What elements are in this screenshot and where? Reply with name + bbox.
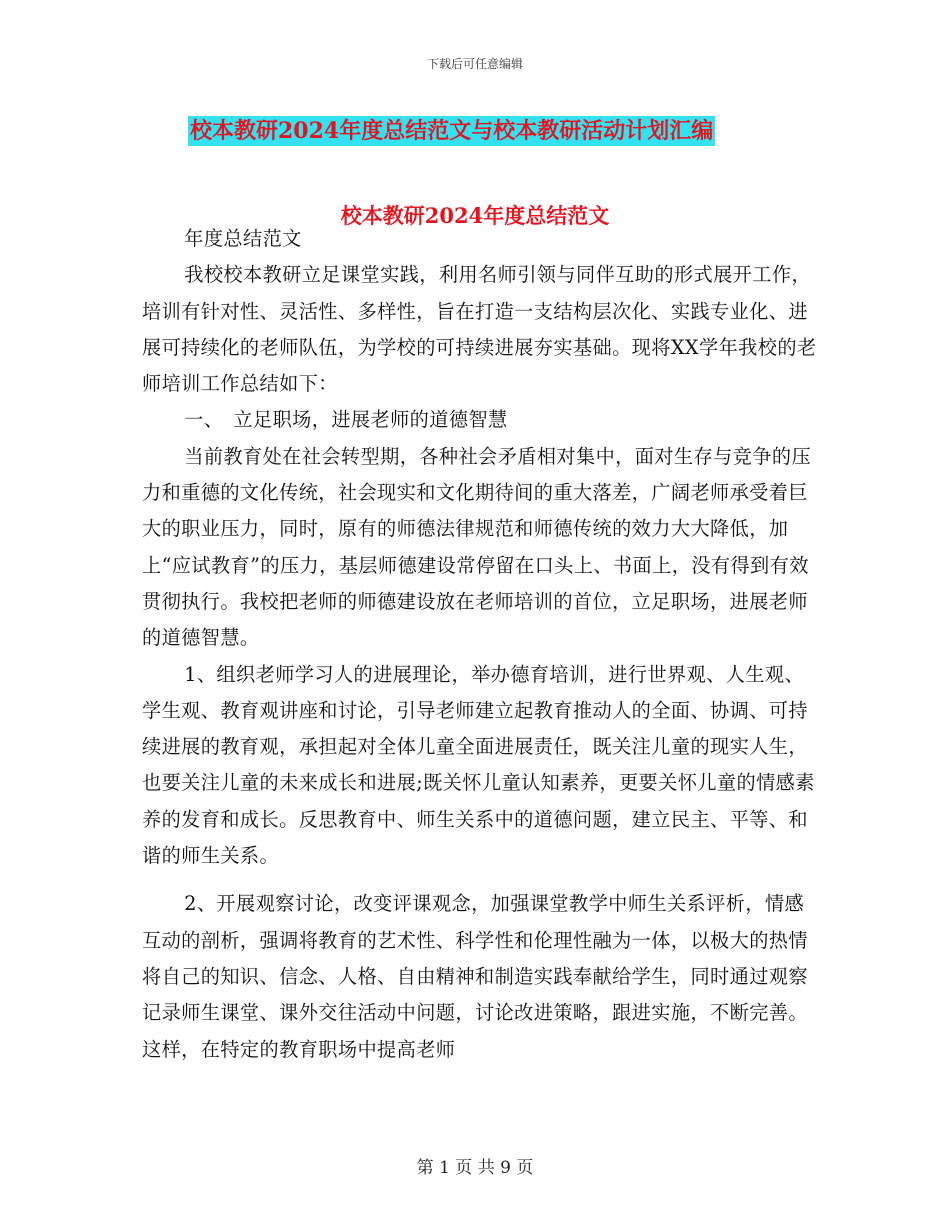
section-heading: 一、 立足职场，进展老师的道德智慧 bbox=[184, 408, 508, 432]
header-note: 下载后可任意编辑 bbox=[426, 57, 523, 71]
paragraph-context: 当前教育处在社会转型期，各种社会矛盾相对集中，面对生存与竞争的压力和重德的文化传统，社会现实和文化期待间的重大落差，广阔老师承受着巨大的职业压力，同时，原有的师德法律规范和师德传统的效力大大降低，加上“应试教育”的压力，基层师德建设常停留在口头上、书面上，没有得到有效贯彻执行。我校把老师的师德建设放在老师培训的首位，立足职场，进展老师的道德智慧。 bbox=[142, 444, 812, 650]
paragraph-item-1: 1、组织老师学习人的进展理论，举办德育培训，进行世界观、人生观、学生观、教育观讲座和讨论，引导老师建立起教育推动人的全面、协调、可持续进展的教育观，承担起对全体儿童全面进展责任，既关注儿童的现实人生，也要关注儿童的未来成长和进展;既关怀儿童认知素养，更要关怀儿童的情感素养的发育和成长。反思教育中、师生关系中的道德问题，建立民主、平等、和谐的师生关系。 bbox=[142, 662, 815, 868]
page-number: 第 1 页 共 9 页 bbox=[416, 1158, 534, 1178]
paragraph-item-2: 2、开展观察讨论，改变评课观念，加强课堂教学中师生关系评析，情感互动的剖析，强调将教育的艺术性、科学性和伦理性融为一体，以极大的热情将自己的知识、信念、人格、自由精神和制造实践奉献给学生，同时通过观察记录师生课堂、课外交往活动中问题，讨论改进策略，跟进实施，不断完善。这样，在特定的教育职场中提高老师 bbox=[142, 892, 808, 1061]
document-main-title: 校本教研2024年度总结范文与校本教研活动计划汇编 bbox=[190, 118, 714, 144]
paragraph-intro-label: 年度总结范文 bbox=[184, 227, 302, 250]
document-sub-title: 校本教研2024年度总结范文 bbox=[340, 203, 610, 228]
paragraph-overview: 我校校本教研立足课堂实践，利用名师引领与同伴互助的形式展开工作，培训有针对性、灵活性、多样性，旨在打造一支结构层次化、实践专业化、进展可持续化的老师队伍，为学校的可持续进展夯实基础。现将XX学年我校的老师培训工作总结如下： bbox=[142, 263, 817, 396]
document-body bbox=[142, 221, 822, 1068]
